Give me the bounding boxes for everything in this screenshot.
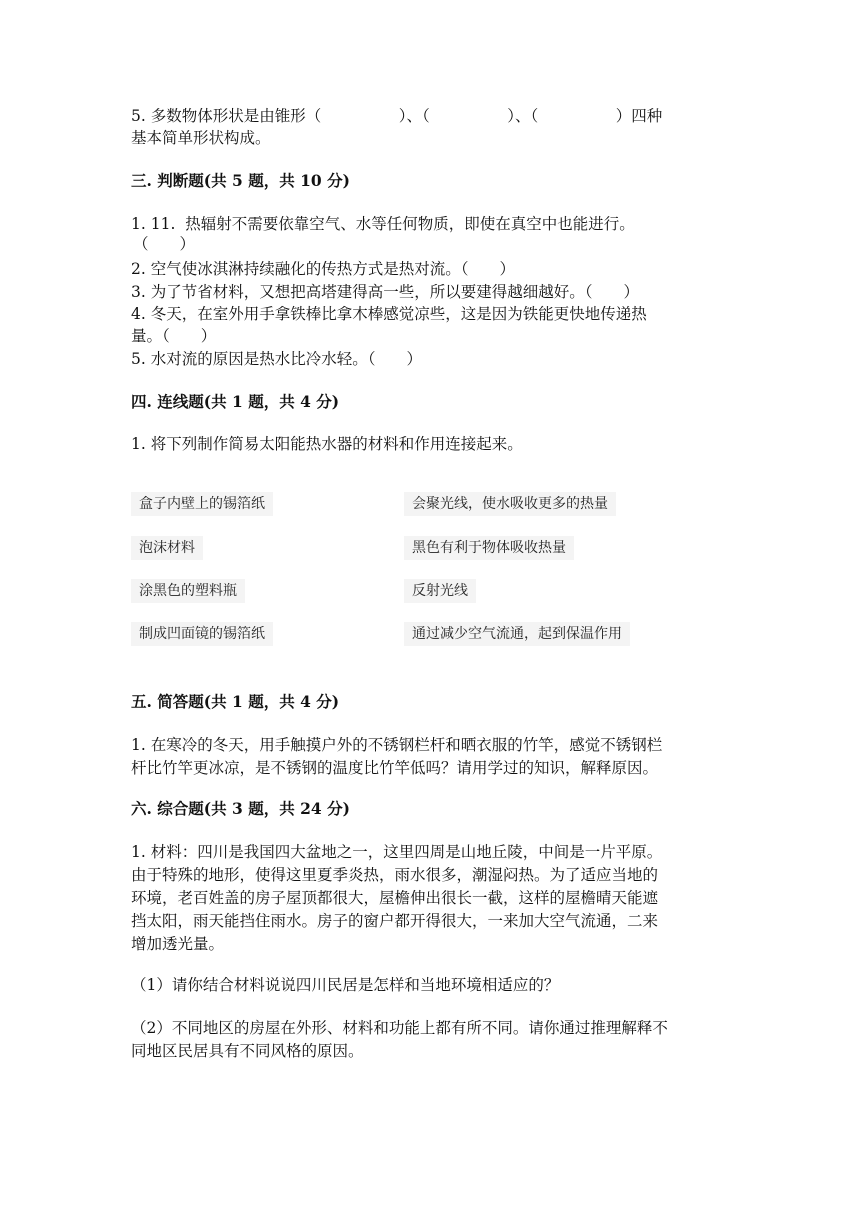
material-line: 由于特殊的地形，使得这里夏季炎热，雨水很多，潮湿闷热。为了适应当地的 bbox=[131, 866, 659, 884]
section-heading-matching: 四. 连线题(共 1 题，共 4 分) bbox=[131, 392, 340, 411]
matching-q1: 1. 将下列制作简易太阳能热水器的材料和作用连接起来。 bbox=[131, 435, 523, 453]
matching-left-item: 盒子内壁上的锡箔纸 bbox=[131, 492, 273, 516]
comprehensive-q2-line2: 同地区民居具有不同风格的原因。 bbox=[131, 1042, 364, 1060]
fill-blank-q5-line2: 基本简单形状构成。 bbox=[131, 129, 271, 147]
matching-left-item: 制成凹面镜的锡箔纸 bbox=[131, 622, 273, 646]
matching-right-item: 反射光线 bbox=[404, 579, 476, 603]
material-line: 增加透光量。 bbox=[131, 935, 225, 953]
comprehensive-q2-line1: （2）不同地区的房屋在外形、材料和功能上都有所不同。请你通过推理解释不 bbox=[131, 1019, 668, 1037]
judgement-q5: 5. 水对流的原因是热水比冷水轻。（ ） bbox=[131, 350, 422, 368]
fill-blank-q5-line1: 5. 多数物体形状是由锥形（ ）、（ ）、（ ）四种 bbox=[131, 107, 663, 125]
material-line: 1. 材料：四川是我国四大盆地之一，这里四周是山地丘陵，中间是一片平原。 bbox=[131, 843, 663, 861]
judgement-q4-line1: 4. 冬天，在室外用手拿铁棒比拿木棒感觉凉些，这是因为铁能更快地传递热 bbox=[131, 305, 647, 323]
material-line: 环境，老百姓盖的房子屋顶都很大，屋檐伸出很长一截，这样的屋檐晴天能遮 bbox=[131, 889, 659, 907]
short-answer-q1-line1: 1. 在寒冷的冬天，用手触摸户外的不锈钢栏杆和晒衣服的竹竿，感觉不锈钢栏 bbox=[131, 736, 663, 754]
comprehensive-q1: （1）请你结合材料说说四川民居是怎样和当地环境相适应的？ bbox=[131, 976, 560, 994]
short-answer-q1-line2: 杆比竹竿更冰凉，是不锈钢的温度比竹竿低吗？请用学过的知识，解释原因。 bbox=[131, 759, 659, 777]
judgement-q4-line2: 量。（ ） bbox=[131, 327, 217, 345]
section-heading-judgement: 三. 判断题(共 5 题，共 10 分) bbox=[131, 171, 350, 190]
judgement-q2: 2. 空气使冰淇淋持续融化的传热方式是热对流。（ ） bbox=[131, 260, 515, 278]
matching-right-item: 通过减少空气流通，起到保温作用 bbox=[404, 622, 630, 646]
judgement-q1-line1: 1. 11. 热辐射不需要依靠空气、水等任何物质，即使在真空中也能进行。 bbox=[131, 215, 635, 233]
judgement-q3: 3. 为了节省材料，又想把高塔建得高一些，所以要建得越细越好。（ ） bbox=[131, 283, 639, 301]
section-heading-comprehensive: 六. 综合题(共 3 题，共 24 分) bbox=[131, 799, 350, 818]
section-heading-short-answer: 五. 简答题(共 1 题，共 4 分) bbox=[131, 692, 340, 711]
matching-right-item: 会聚光线，使水吸收更多的热量 bbox=[404, 492, 616, 516]
matching-left-item: 涂黑色的塑料瓶 bbox=[131, 579, 245, 603]
material-line: 挡太阳，雨天能挡住雨水。房子的窗户都开得很大，一来加大空气流通，二来 bbox=[131, 912, 659, 930]
judgement-q1-line2: （ ） bbox=[133, 235, 196, 253]
matching-table bbox=[131, 484, 651, 654]
matching-right-item: 黑色有利于物体吸收热量 bbox=[404, 536, 574, 560]
matching-left-item: 泡沫材料 bbox=[131, 536, 203, 560]
